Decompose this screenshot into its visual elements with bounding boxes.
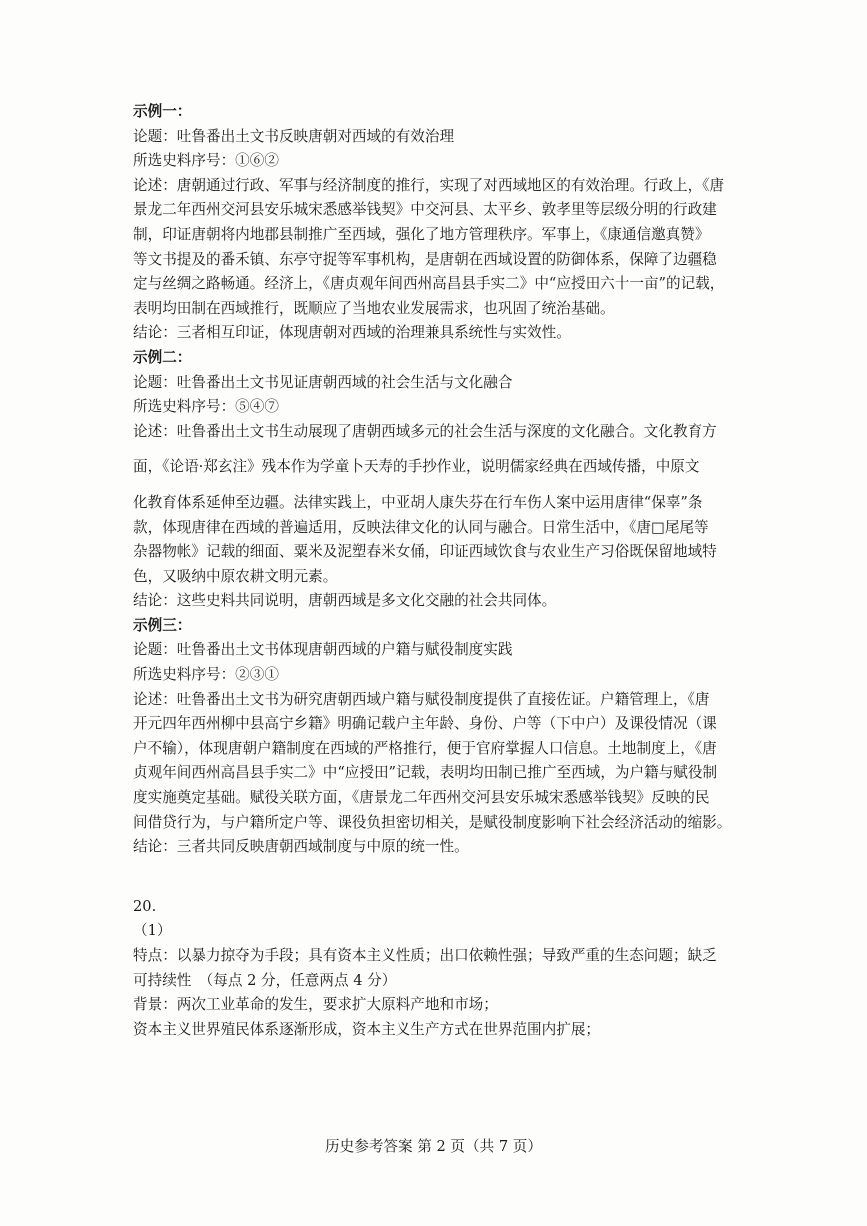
- example-1-argument-line: 等文书提及的番禾镇、东亭守捉等军事机构，是唐朝在西域设置的防御体系，保障了边疆稳: [133, 250, 717, 268]
- page-footer: 历史参考答案 第 2 页（共 7 页）: [325, 1138, 542, 1155]
- question-20: [133, 895, 745, 1043]
- example-1-argument-line: 定与丝绸之路畅通。经济上，《唐贞观年间西州高昌县手实二》中“应授田六十一亩”的记载，: [133, 275, 725, 293]
- example-2-argument-line: 面，《论语·郑玄注》残本作为学童卜天寿的手抄作业，说明儒家经典在西域传播，中原文: [133, 458, 700, 476]
- example-3-heading: 示例三：: [133, 616, 192, 634]
- example-1: [133, 100, 745, 346]
- question-number: 20.: [133, 897, 157, 915]
- example-1-conclusion: 结论：三者相互印证，体现唐朝对西域的治理兼具系统性与实效性。: [133, 324, 571, 342]
- example-2-topic: 论题：吐鲁番出土文书见证唐朝西域的社会生活与文化融合: [133, 373, 513, 391]
- example-3-conclusion: 结论：三者共同反映唐朝西域制度与中原的统一性。: [133, 838, 469, 856]
- example-2: [133, 346, 745, 614]
- example-3-topic: 论题：吐鲁番出土文书体现唐朝西域的户籍与赋役制度实践: [133, 641, 513, 659]
- example-3-argument-line: 户不输），体现唐朝户籍制度在西域的严格推行，便于官府掌握人口信息。土地制度上，《唐: [133, 739, 717, 757]
- features-line: 可持续性 （每点 2 分，任意两点 4 分）: [133, 971, 397, 989]
- example-2-argument-line: 杂器物帐》记载的细面、粟米及泥塑春米女俑，印证西域饮食与农业生产习俗既保留地域特: [133, 543, 717, 561]
- example-3-sources: 所选史料序号：②③①: [133, 666, 279, 684]
- example-1-sources: 所选史料序号：①⑥②: [133, 152, 279, 170]
- example-3-argument-line: 贞观年间西州高昌县手实二》中“应授田”记载，表明均田制已推广至西域，为户籍与赋役制: [133, 764, 718, 782]
- background-line: 背景：两次工业革命的发生，要求扩大原料产地和市场；: [133, 996, 498, 1014]
- example-3: [133, 614, 745, 860]
- example-1-argument-line: 论述：唐朝通过行政、军事与经济制度的推行，实现了对西域地区的有效治理。行政上，《唐: [133, 176, 725, 194]
- example-2-heading: 示例二：: [133, 348, 192, 366]
- answer-content: [133, 100, 745, 1042]
- example-3-argument-line: 度实施奠定基础。赋役关联方面，《唐景龙二年西州交河县安乐城宋悉感举钱契》反映的民: [133, 789, 710, 807]
- example-3-argument-line: 间借贷行为，与户籍所定户等、课役负担密切相关，是赋役制度影响下社会经济活动的缩影。: [133, 813, 732, 831]
- example-1-argument-line: 表明均田制在西域推行，既顺应了当地农业发展需求，也巩固了统治基础。: [133, 299, 615, 317]
- question-part: （1）: [133, 922, 172, 940]
- example-2-sources: 所选史料序号：⑤④⑦: [133, 398, 279, 416]
- example-2-argument-line: 色，又吸纳中原农耕文明元素。: [133, 567, 338, 585]
- example-2-conclusion: 结论：这些史料共同说明，唐朝西域是多文化交融的社会共同体。: [133, 592, 557, 610]
- example-1-heading: 示例一：: [133, 103, 192, 120]
- example-1-topic: 论题：吐鲁番出土文书反映唐朝对西域的有效治理: [133, 127, 455, 145]
- example-3-argument-line: 开元四年西州柳中县高宁乡籍》明确记载户主年龄、身份、户等（下中户）及课役情况（课: [133, 715, 717, 733]
- example-2-argument-line: 论述：吐鲁番出土文书生动展现了唐朝西域多元的社会生活与深度的文化融合。文化教育方: [133, 422, 717, 440]
- example-1-argument-line: 制，印证唐朝将内地郡县制推广至西域，强化了地方管理秩序。军事上，《康通信邀真赞》: [133, 225, 710, 243]
- features-line: 特点：以暴力掠夺为手段；具有资本主义性质；出口依赖性强；导致严重的生态问题；缺乏: [133, 947, 717, 964]
- example-2-argument-line: 化教育体系延伸至边疆。法律实践上，中亚胡人康失芬在行车伤人案中运用唐律“保辜”条: [133, 493, 703, 511]
- background-line: 资本主义世界殖民体系逐渐形成，资本主义生产方式在世界范围内扩展；: [133, 1020, 601, 1038]
- example-3-argument-line: 论述：吐鲁番出土文书为研究唐朝西域户籍与赋役制度提供了直接佐证。户籍管理上，《唐: [133, 690, 710, 708]
- example-1-argument-line: 景龙二年西州交河县安乐城宋悉感举钱契》中交河县、太平乡、敦孝里等层级分明的行政建: [133, 201, 717, 219]
- example-2-argument-line: 款，体现唐律在西域的普遍适用，反映法律文化的认同与融合。日常生活中，《唐□尾尾等: [133, 518, 709, 536]
- section-spacer: [133, 860, 745, 895]
